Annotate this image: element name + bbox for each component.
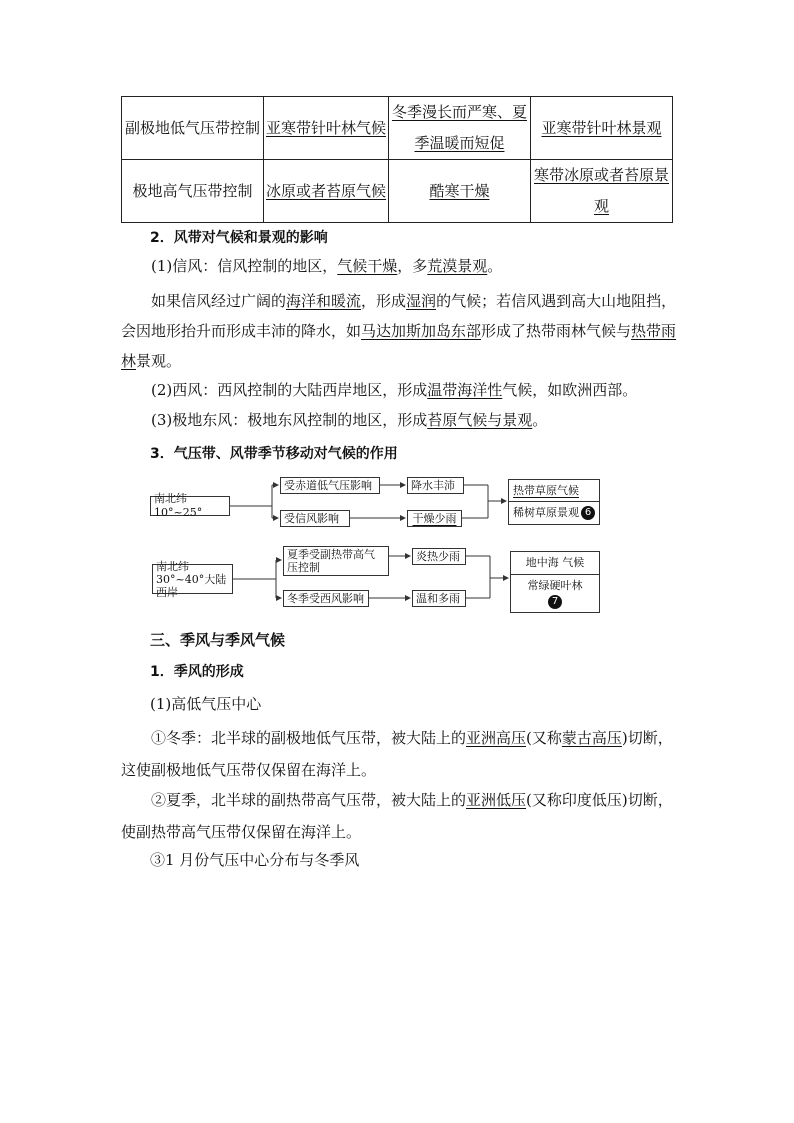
flow-result-box: 降水丰沛: [407, 477, 464, 494]
answer-text: 亚洲低压: [466, 791, 527, 809]
table-cell: 酷寒干燥: [389, 160, 531, 223]
subheading: ③1 月份气压中心分布与冬季风: [150, 851, 360, 869]
flow-condition-box: 受赤道低气压影响: [280, 477, 380, 494]
flow-result-box: [407, 510, 462, 527]
flow-outcome-box: [508, 479, 600, 525]
text: (1)信风：信风控制的地区，: [151, 257, 338, 275]
text: 。: [532, 411, 548, 429]
text: (又称: [526, 729, 562, 747]
flow-source-box: 南北纬30°~40°大陆西岸: [152, 564, 233, 594]
subheading: (1)高低气压中心: [150, 695, 262, 713]
text: (又称印度低压)切断，使副热带高气压带仅保留在海洋上。: [121, 791, 673, 841]
text: ，多: [397, 257, 428, 275]
text: ，形成: [361, 292, 407, 310]
text: )切断，这使副极地低气压带仅保留在海洋上。: [121, 729, 673, 779]
answer-text: 海洋和暖流: [286, 292, 362, 310]
text: 稀树草原景观: [513, 506, 579, 519]
flow-condition-box: 夏季受副热带高气压控制: [283, 546, 389, 576]
answer-text: 气候干燥: [337, 257, 398, 275]
text: ①冬季：北半球的副极地低气压带，被大陆上的: [151, 729, 467, 747]
flow-source-box: 南北纬10°~25°: [150, 496, 230, 516]
answer-text: 苔原气候与景观: [427, 411, 533, 429]
section-heading: 2．风带对气候和景观的影响: [150, 230, 328, 246]
number-badge: 7: [548, 595, 562, 609]
flow-condition-box: 冬季受西风影响: [283, 590, 369, 607]
text: 的气候；若信风遇到高大山地阻挡，会因地形抬升而形成丰沛的降水，如: [121, 292, 677, 340]
paragraph-winter: [121, 722, 681, 786]
flow-result-box: 温和多雨: [412, 590, 466, 607]
flow-outcome-box: [510, 551, 600, 613]
text: (3)极地东风：极地东风控制的地区，形成: [151, 411, 428, 429]
answer-text: 亚洲高压: [466, 729, 527, 747]
answer-text: 荒漠景观: [427, 257, 488, 275]
table-cell: 亚寒带针叶林气候: [264, 97, 389, 160]
text: 气候，如欧洲西部。: [502, 381, 638, 399]
table-cell: 冬季漫长而严寒、夏季温暖而短促: [389, 97, 531, 160]
outcome-climate: 地中海 气候: [511, 552, 599, 575]
table-cell: 副极地低气压带控制: [122, 97, 264, 160]
section-heading: 3．气压带、风带季节移动对气候的作用: [150, 446, 398, 462]
number-badge: 6: [581, 506, 595, 520]
text: ②夏季，北半球的副热带高气压带，被大陆上的: [151, 791, 467, 809]
table-cell: 亚寒带针叶林景观: [531, 97, 673, 160]
text: 。: [487, 257, 503, 275]
outcome-landscape: [511, 575, 599, 612]
text: 常绿硬叶林: [527, 578, 583, 592]
answer-text: 湿润: [406, 292, 437, 310]
flow-condition-box: 受信风影响: [280, 510, 350, 527]
answer-text: 热带草原气候: [513, 483, 579, 497]
outcome-climate: [509, 480, 599, 502]
part-heading: 三、季风与季风气候: [150, 631, 286, 649]
answer-text: 温带海洋性: [427, 381, 503, 399]
answer-text: 马达加斯加岛东部: [361, 322, 482, 340]
answer-text: 干燥少雨: [412, 511, 457, 525]
text: (2)西风：西风控制的大陆西岸地区，形成: [151, 381, 428, 399]
outcome-landscape: [509, 502, 599, 524]
subheading: 1．季风的形成: [150, 664, 244, 680]
flow-result-box: 炎热少雨: [412, 548, 466, 565]
table-cell: 寒带冰原或者苔原景观: [531, 160, 673, 223]
text: 景观。: [136, 352, 182, 370]
table-cell: 冰原或者苔原气候: [264, 160, 389, 223]
text: 如果信风经过广阔的: [151, 292, 287, 310]
text: 形成了热带雨林气候与: [481, 322, 632, 340]
table-cell: 极地高气压带控制: [122, 160, 264, 223]
paragraph-summer: [121, 784, 681, 848]
answer-text: 热带雨林: [121, 322, 677, 370]
answer-text: 蒙古高压: [561, 729, 622, 747]
